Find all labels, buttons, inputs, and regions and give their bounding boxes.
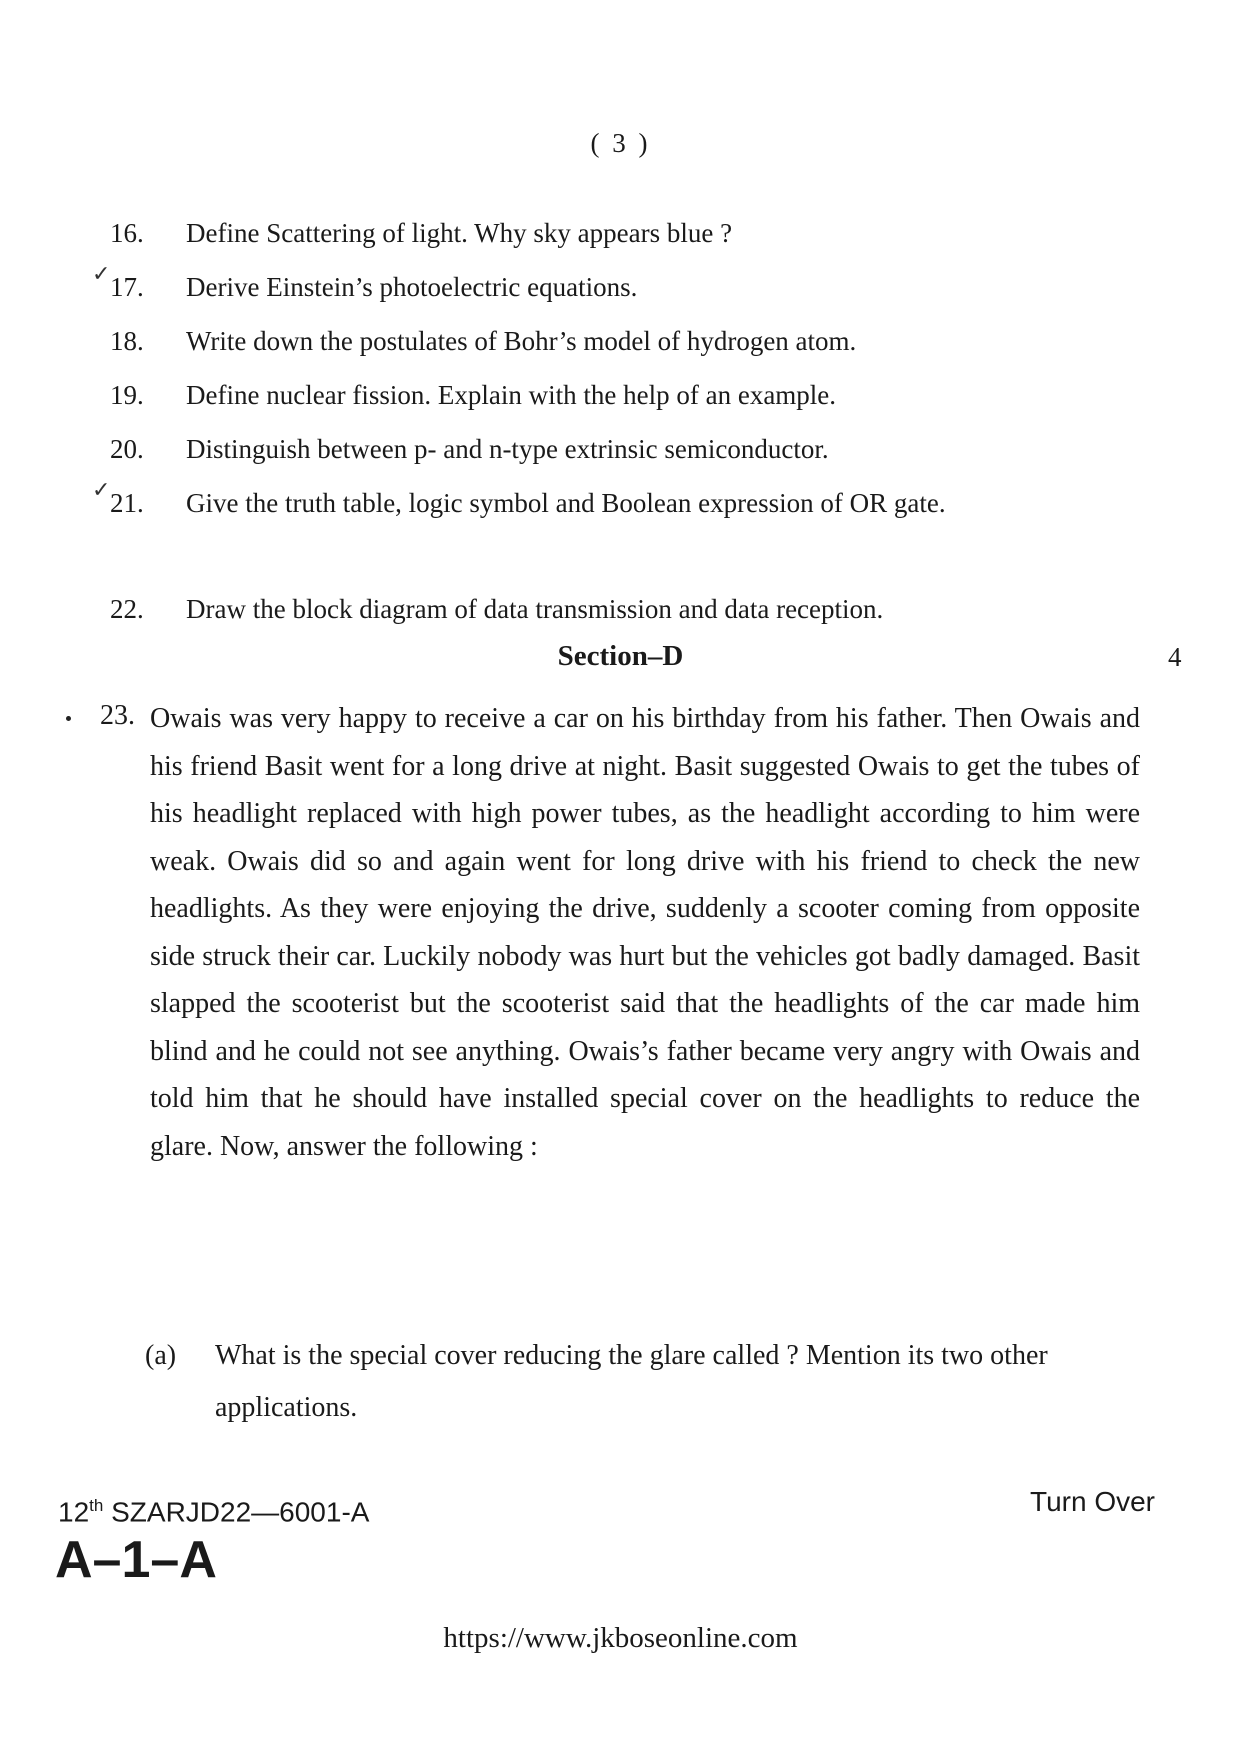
source-url: https://www.jkboseonline.com bbox=[443, 1622, 798, 1654]
question-number: 18. bbox=[110, 326, 144, 356]
question-20 bbox=[110, 424, 1160, 474]
question-16 bbox=[110, 208, 1160, 258]
question-text: Define Scattering of light. Why sky appears blue ? bbox=[186, 218, 733, 248]
question-text: Derive Einstein’s photoelectric equations. bbox=[186, 272, 638, 302]
margin-dot bbox=[66, 716, 71, 721]
question-number: 19. bbox=[110, 380, 144, 410]
question-23-number: 23. bbox=[100, 700, 135, 731]
question-number: 17. bbox=[110, 272, 144, 302]
page-number: ( 3 ) bbox=[590, 128, 651, 158]
question-21 bbox=[110, 478, 1160, 528]
question-text: Give the truth table, logic symbol and Boolean expression of OR gate. bbox=[186, 488, 946, 518]
question-18 bbox=[110, 316, 1160, 366]
question-23-text: Owais was very happy to receive a car on his birthday from his father. Then Owais and his friend Basit went for a long drive at night. Basit suggested Owais to get the tubes of his headlight replaced with high power tubes, as the headlight according to him were weak. Owais did so and again went for long drive with his friend to check the new headlights. As they were enjoying the drive, suddenly a scooter coming from opposite side struck their car. Luckily nobody was hurt but the vehicles got badly damaged. Basit slapped the scooterist but the scooterist said that the headlights of the car made him blind and he could not see anything. Owais’s father became very angry with Owais and told him that he should have installed special cover on the headlights to reduce the glare. Now, answer the following : bbox=[150, 703, 1140, 1162]
section-heading: Section–D bbox=[557, 640, 684, 672]
question-19 bbox=[110, 370, 1160, 420]
handwritten-tick-icon: ✓ bbox=[92, 478, 111, 503]
question-number: 20. bbox=[110, 434, 144, 464]
question-text: Draw the block diagram of data transmission and data reception. bbox=[186, 594, 884, 624]
sub-question-label: (a) bbox=[145, 1340, 177, 1371]
paper-code-grade: 12 bbox=[58, 1496, 90, 1528]
question-text: Write down the postulates of Bohr’s model of hydrogen atom. bbox=[186, 326, 857, 356]
turn-over-label: Turn Over bbox=[1030, 1486, 1155, 1517]
sub-question-a bbox=[145, 1330, 1145, 1434]
handwritten-tick-icon: ✓ bbox=[92, 262, 111, 287]
question-number: 22. bbox=[110, 594, 144, 624]
question-number: 16. bbox=[110, 218, 144, 248]
sub-question-text: What is the special cover reducing the glare called ? Mention its two other applications. bbox=[215, 1340, 1048, 1423]
paper-code bbox=[58, 1496, 369, 1528]
paper-code-id: SZARJD22—6001-A bbox=[103, 1496, 370, 1528]
question-text: Define nuclear fission. Explain with the help of an example. bbox=[186, 380, 837, 410]
question-17 bbox=[110, 262, 1160, 312]
section-marks: 4 bbox=[1168, 642, 1182, 672]
question-22 bbox=[110, 584, 1160, 634]
question-number: 21. bbox=[110, 488, 144, 518]
paper-code-suffix: th bbox=[89, 1496, 104, 1515]
set-label: A–1–A bbox=[55, 1531, 217, 1589]
question-text: Distinguish between p- and n-type extrinsic semiconductor. bbox=[186, 434, 829, 464]
